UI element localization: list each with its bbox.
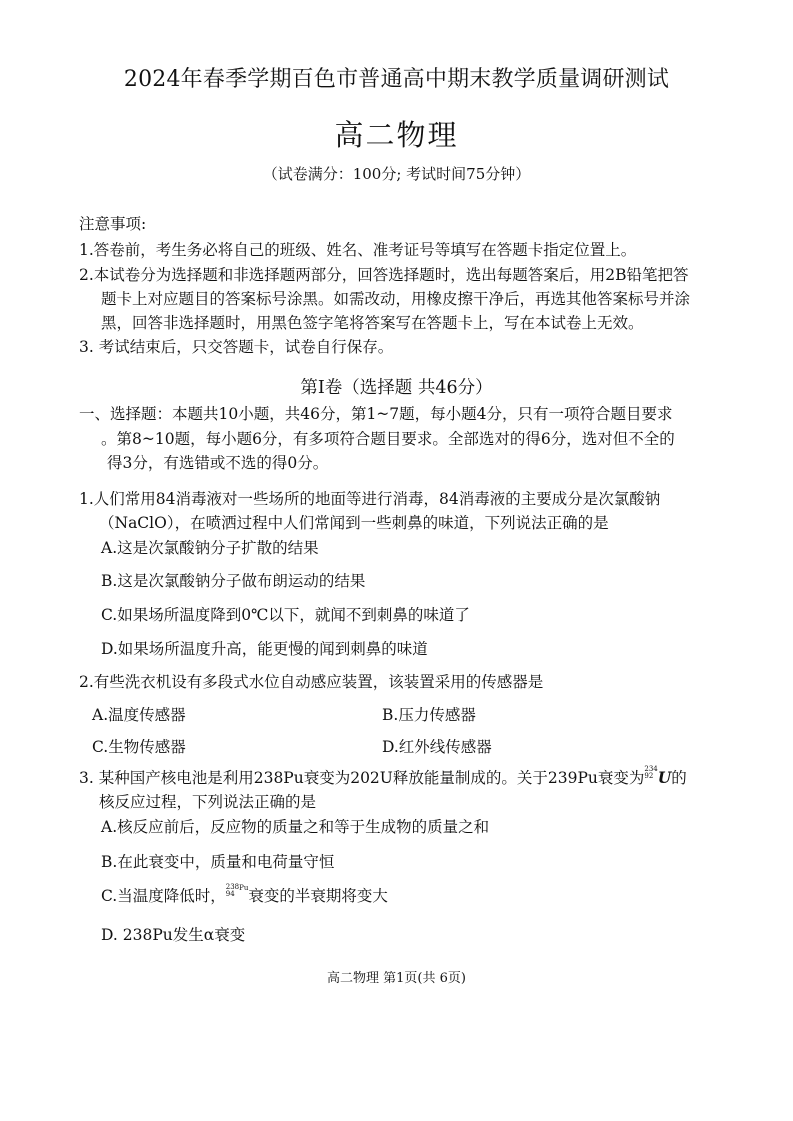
question-2-option-b: B.压力传感器 — [382, 706, 476, 724]
question-3-stem-text: 3. 某种国产核电池是利用238Pu衰变为202U释放能量制成的。关于239Pu衰变为 — [79, 769, 645, 787]
question-2-stem: 2.有些洗衣机设有多段式水位自动感应装置，该装置采用的传感器是 — [79, 673, 544, 691]
nuclide-notation: 234 92 — [644, 765, 658, 780]
question-3-stem: 核反应过程，下列说法正确的是 — [99, 793, 317, 811]
question-1-option-d: D.如果场所温度升高，能更慢的闻到刺鼻的味道 — [101, 640, 428, 658]
note-line: 1.答卷前，考生务必将自己的班级、姓名、准考证号等填写在答题卡指定位置上。 — [79, 241, 637, 259]
note-line: 题卡上对应题目的答案标号涂黑。如需改动，用橡皮擦干净后，再选其他答案标号并涂 — [101, 290, 691, 308]
question-2-option-d: D.红外线传感器 — [382, 738, 492, 756]
section-instruction: 得3分，有选错或不选的得0分。 — [107, 454, 329, 472]
section-title: 第Ⅰ卷（选择题 共46分） — [300, 378, 493, 398]
exam-meta: （试卷满分：100分; 考试时间75分钟） — [262, 165, 531, 183]
question-1-option-c: C.如果场所温度降到0℃以下，就闻不到刺鼻的味道了 — [101, 606, 470, 624]
question-3-option-c: C.当温度降低时， 238 94 $^{Pu}$衰变的半衰期将变大 — [101, 883, 388, 905]
question-3-stem: 3. 某种国产核电池是利用238Pu衰变为202U释放能量制成的。关于239Pu衰变为 234 92 U的 — [79, 765, 687, 787]
note-line: 2.本试卷分为选择题和非选择题两部分，回答选择题时，选出每题答案后，用2B铅笔把答 — [79, 266, 689, 284]
question-1-option-b: B.这是次氯酸钠分子做布朗运动的结果 — [101, 572, 366, 590]
page-footer: 高二物理 第1页(共 6页) — [327, 971, 466, 986]
exam-title: 2024年春季学期百色市普通高中期末教学质量调研测试 — [123, 67, 670, 92]
question-1-stem: 1.人们常用84消毒液对一些场所的地面等进行消毒，84消毒液的主要成分是次氯酸钠 — [79, 490, 661, 508]
question-3-option-d: D. 238Pu发生α衰变 — [101, 926, 246, 944]
subject-title: 高二物理 — [334, 118, 459, 152]
question-3-option-a: A.核反应前后，反应物的质量之和等于生成物的质量之和 — [101, 818, 490, 836]
question-2-option-c: C.生物传感器 — [92, 738, 186, 756]
note-line: 黑，回答非选择题时，用黑色签字笔将答案写在答题卡上，写在本试卷上无效。 — [101, 314, 644, 332]
section-instruction: 。第8~10题，每小题6分，有多项符合题目要求。全部选对的得6分，选对但不全的 — [101, 430, 675, 448]
question-2-option-a: A.温度传感器 — [92, 706, 186, 724]
notes-heading: 注意事项: — [79, 215, 147, 233]
question-3-option-b: B.在此衰变中，质量和电荷量守恒 — [101, 853, 335, 871]
question-1-option-a: A.这是次氯酸钠分子扩散的结果 — [101, 539, 319, 557]
nuclide-symbol: U — [657, 768, 672, 787]
nuclide-notation: 238 94 — [225, 883, 240, 898]
nuclide-symbol: Pu — [239, 884, 249, 892]
section-instruction: 一、选择题：本题共10小题，共46分，第1~7题，每小题4分，只有一项符合题目要求 — [79, 405, 673, 423]
note-line: 3. 考试结束后，只交答题卡，试卷自行保存。 — [79, 338, 394, 356]
question-1-stem: （NaClO），在喷洒过程中人们常闻到一些刺鼻的味道，下列说法正确的是 — [99, 514, 609, 532]
